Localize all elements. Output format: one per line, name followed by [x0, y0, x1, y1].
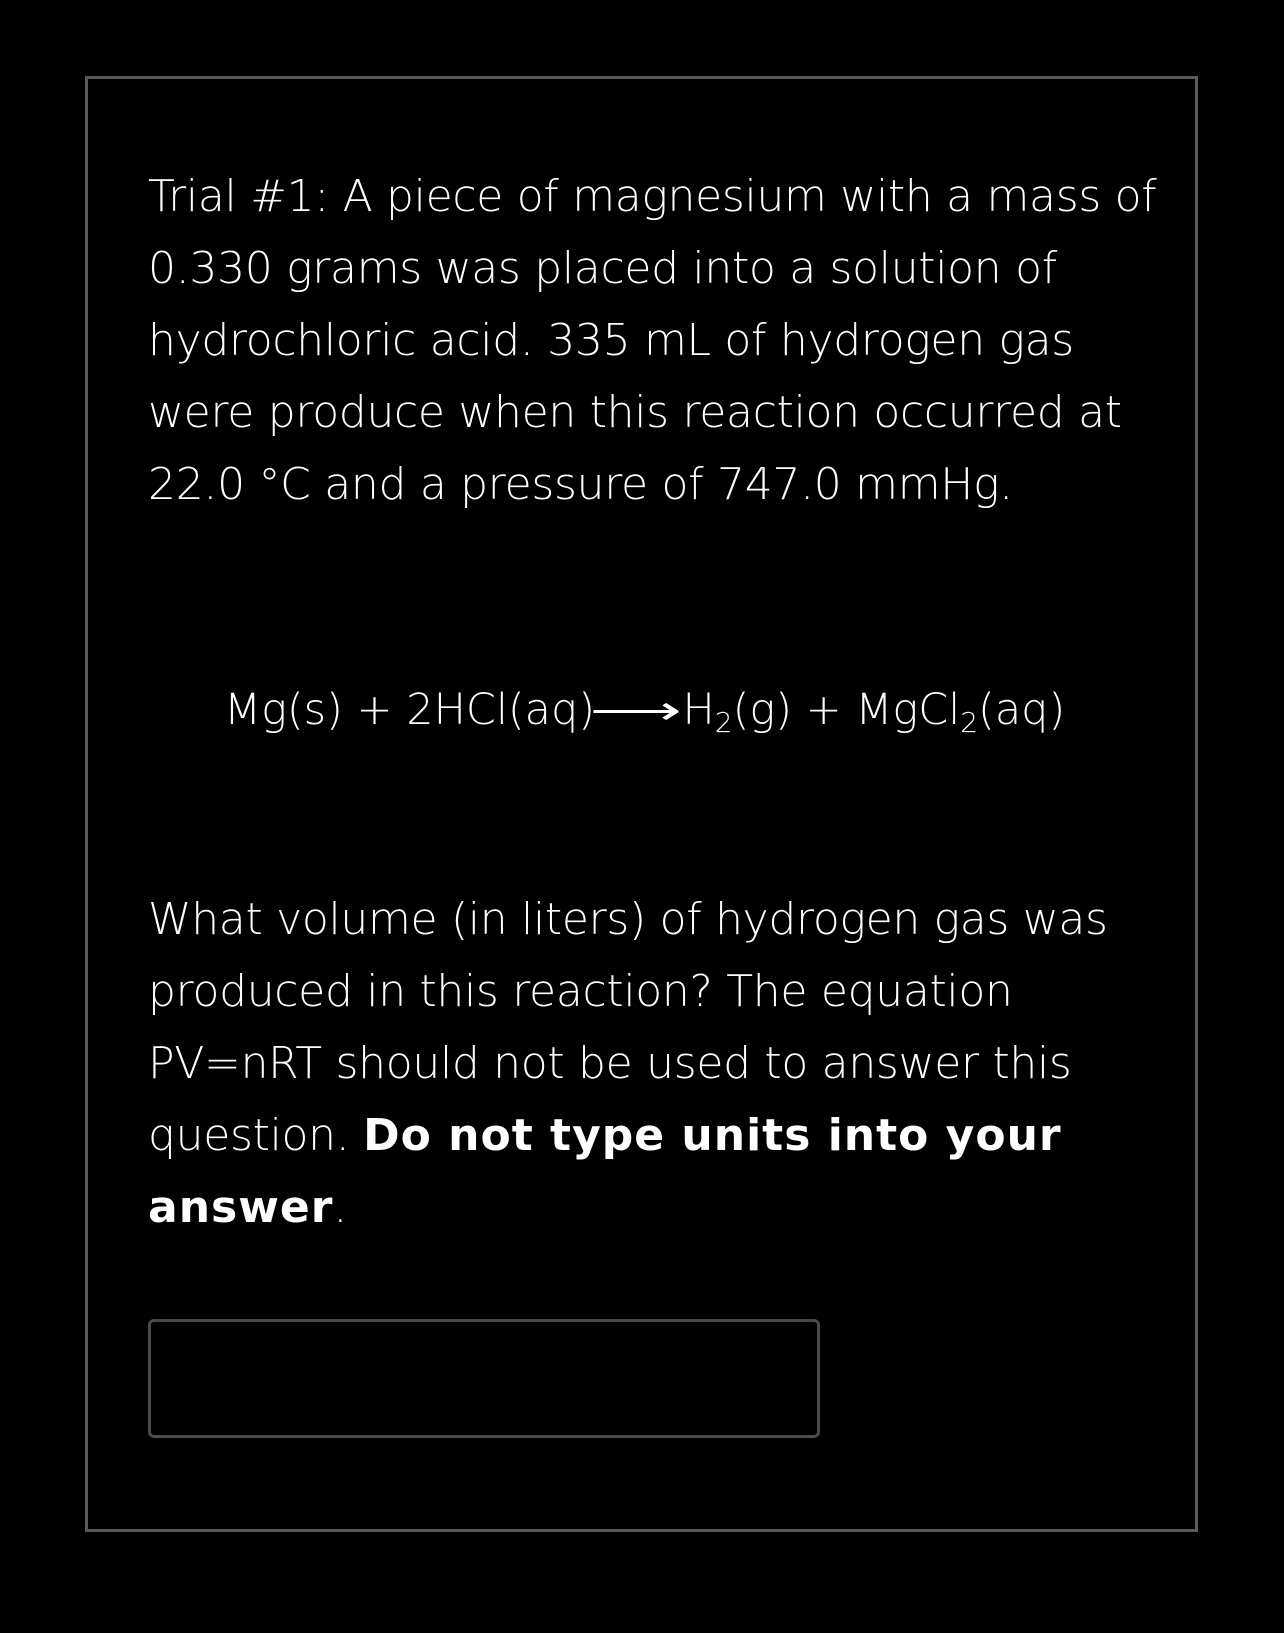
question-line-2: produced in this reaction? The equation [148, 966, 1013, 1017]
question-text [148, 884, 1148, 1244]
question-line-5 [148, 1172, 1148, 1244]
question-period: . [333, 1182, 348, 1233]
problem-statement [148, 161, 1157, 521]
units-warning: Do not type units into your [363, 1110, 1062, 1161]
equation-reactants: Mg(s) + 2HCl(aq) [224, 685, 596, 735]
units-warning-end: answer [148, 1182, 334, 1233]
reaction-arrow-icon: ⟶ [589, 688, 682, 734]
question-line-4-text: question. [148, 1110, 364, 1161]
equation-product-hydrogen: H [682, 685, 715, 735]
answer-input[interactable] [148, 1319, 820, 1438]
chemical-equation [224, 675, 1065, 746]
problem-line-4: were produce when this reaction occurred at [148, 387, 1122, 438]
problem-line-5: 22.0 °C and a pressure of 747.0 mmHg. [148, 459, 1013, 510]
problem-line-1: Trial #1: A piece of magnesium with a mass of [148, 171, 1157, 222]
question-line-3: PV=nRT should not be used to answer this [148, 1038, 1072, 1089]
hydrogen-subscript: 2 [714, 706, 733, 739]
equation-product-middle: (g) + MgCl [732, 685, 961, 735]
chloride-subscript: 2 [960, 706, 979, 739]
question-card [85, 76, 1198, 1532]
question-line-1: What volume (in liters) of hydrogen gas was [148, 894, 1108, 945]
question-line-4 [148, 1100, 1148, 1172]
equation-product-end: (aq) [978, 685, 1066, 735]
problem-line-3: hydrochloric acid. 335 mL of hydrogen gas [148, 315, 1074, 366]
problem-line-2: 0.330 grams was placed into a solution of [148, 243, 1057, 294]
